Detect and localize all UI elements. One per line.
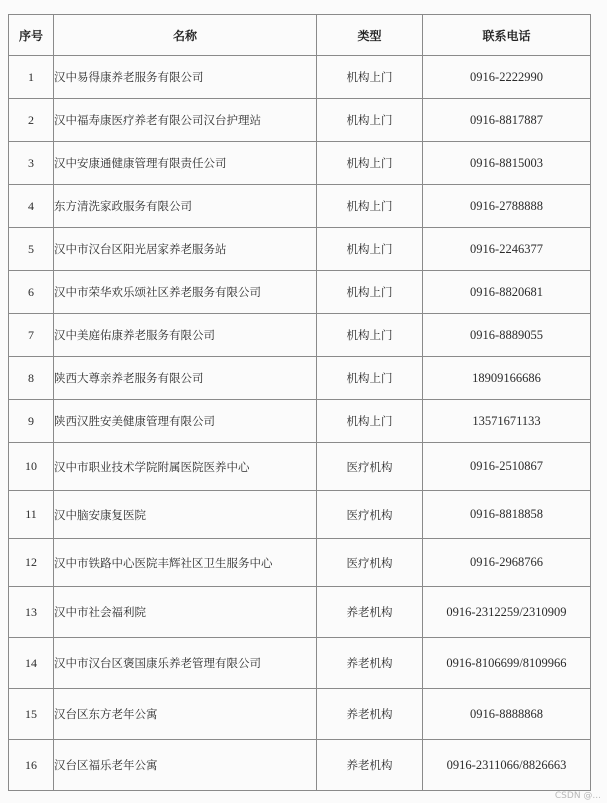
row-index: 14	[9, 638, 54, 689]
row-index: 1	[9, 56, 54, 99]
row-index: 9	[9, 400, 54, 443]
table-row	[9, 185, 591, 228]
table-row	[9, 740, 591, 791]
row-index: 6	[9, 271, 54, 314]
table-row	[9, 228, 591, 271]
table-row	[9, 638, 591, 689]
header-index: 序号	[9, 15, 54, 56]
table-row	[9, 443, 591, 491]
row-phone: 0916-8818858	[423, 491, 591, 539]
row-index: 13	[9, 587, 54, 638]
row-name: 汉中安康通健康管理有限责任公司	[54, 142, 317, 185]
table-row	[9, 99, 591, 142]
header-phone: 联系电话	[423, 15, 591, 56]
row-type: 养老机构	[317, 689, 423, 740]
row-name: 汉中市铁路中心医院丰辉社区卫生服务中心	[54, 539, 317, 587]
row-phone: 13571671133	[423, 400, 591, 443]
row-phone: 0916-2246377	[423, 228, 591, 271]
table-row	[9, 56, 591, 99]
row-index: 11	[9, 491, 54, 539]
row-name: 陕西大尊亲养老服务有限公司	[54, 357, 317, 400]
row-phone: 0916-8817887	[423, 99, 591, 142]
row-type: 养老机构	[317, 740, 423, 791]
row-name: 汉中脑安康复医院	[54, 491, 317, 539]
row-index: 15	[9, 689, 54, 740]
row-name: 汉中市荣华欢乐颂社区养老服务有限公司	[54, 271, 317, 314]
row-phone: 0916-8106699/8109966	[423, 638, 591, 689]
row-type: 医疗机构	[317, 443, 423, 491]
row-index: 2	[9, 99, 54, 142]
table-row	[9, 587, 591, 638]
row-index: 7	[9, 314, 54, 357]
row-name: 陕西汉胜安美健康管理有限公司	[54, 400, 317, 443]
source-watermark: CSDN @...	[554, 791, 601, 801]
row-type: 医疗机构	[317, 491, 423, 539]
row-type: 机构上门	[317, 142, 423, 185]
row-index: 8	[9, 357, 54, 400]
row-type: 机构上门	[317, 56, 423, 99]
row-type: 机构上门	[317, 271, 423, 314]
table-row	[9, 689, 591, 740]
row-phone: 0916-2510867	[423, 443, 591, 491]
table-row	[9, 491, 591, 539]
table-row	[9, 271, 591, 314]
table-row	[9, 357, 591, 400]
row-type: 养老机构	[317, 587, 423, 638]
row-phone: 0916-2788888	[423, 185, 591, 228]
row-name: 汉中市汉台区阳光居家养老服务站	[54, 228, 317, 271]
table-header-row	[9, 15, 591, 56]
row-phone: 0916-2968766	[423, 539, 591, 587]
row-name: 汉中福寿康医疗养老有限公司汉台护理站	[54, 99, 317, 142]
row-phone: 0916-8815003	[423, 142, 591, 185]
header-type: 类型	[317, 15, 423, 56]
row-type: 机构上门	[317, 99, 423, 142]
row-type: 机构上门	[317, 400, 423, 443]
row-index: 12	[9, 539, 54, 587]
row-type: 机构上门	[317, 228, 423, 271]
row-phone: 0916-2312259/2310909	[423, 587, 591, 638]
row-name: 汉中市汉台区褒国康乐养老管理有限公司	[54, 638, 317, 689]
row-phone: 0916-8889055	[423, 314, 591, 357]
service-directory-table	[8, 14, 591, 791]
row-name: 汉中市职业技术学院附属医院医养中心	[54, 443, 317, 491]
table-row	[9, 400, 591, 443]
table-row	[9, 142, 591, 185]
row-name: 汉中美庭佑康养老服务有限公司	[54, 314, 317, 357]
row-index: 16	[9, 740, 54, 791]
row-type: 养老机构	[317, 638, 423, 689]
row-phone: 0916-8820681	[423, 271, 591, 314]
row-index: 4	[9, 185, 54, 228]
row-name: 汉台区福乐老年公寓	[54, 740, 317, 791]
row-type: 医疗机构	[317, 539, 423, 587]
row-name: 汉中易得康养老服务有限公司	[54, 56, 317, 99]
row-phone: 0916-2222990	[423, 56, 591, 99]
row-name: 汉台区东方老年公寓	[54, 689, 317, 740]
row-name: 汉中市社会福利院	[54, 587, 317, 638]
row-name: 东方清洗家政服务有限公司	[54, 185, 317, 228]
row-phone: 0916-8888868	[423, 689, 591, 740]
row-index: 10	[9, 443, 54, 491]
header-name: 名称	[54, 15, 317, 56]
row-index: 5	[9, 228, 54, 271]
row-type: 机构上门	[317, 185, 423, 228]
row-type: 机构上门	[317, 314, 423, 357]
row-type: 机构上门	[317, 357, 423, 400]
row-index: 3	[9, 142, 54, 185]
table-row	[9, 314, 591, 357]
table-row	[9, 539, 591, 587]
row-phone: 18909166686	[423, 357, 591, 400]
row-phone: 0916-2311066/8826663	[423, 740, 591, 791]
